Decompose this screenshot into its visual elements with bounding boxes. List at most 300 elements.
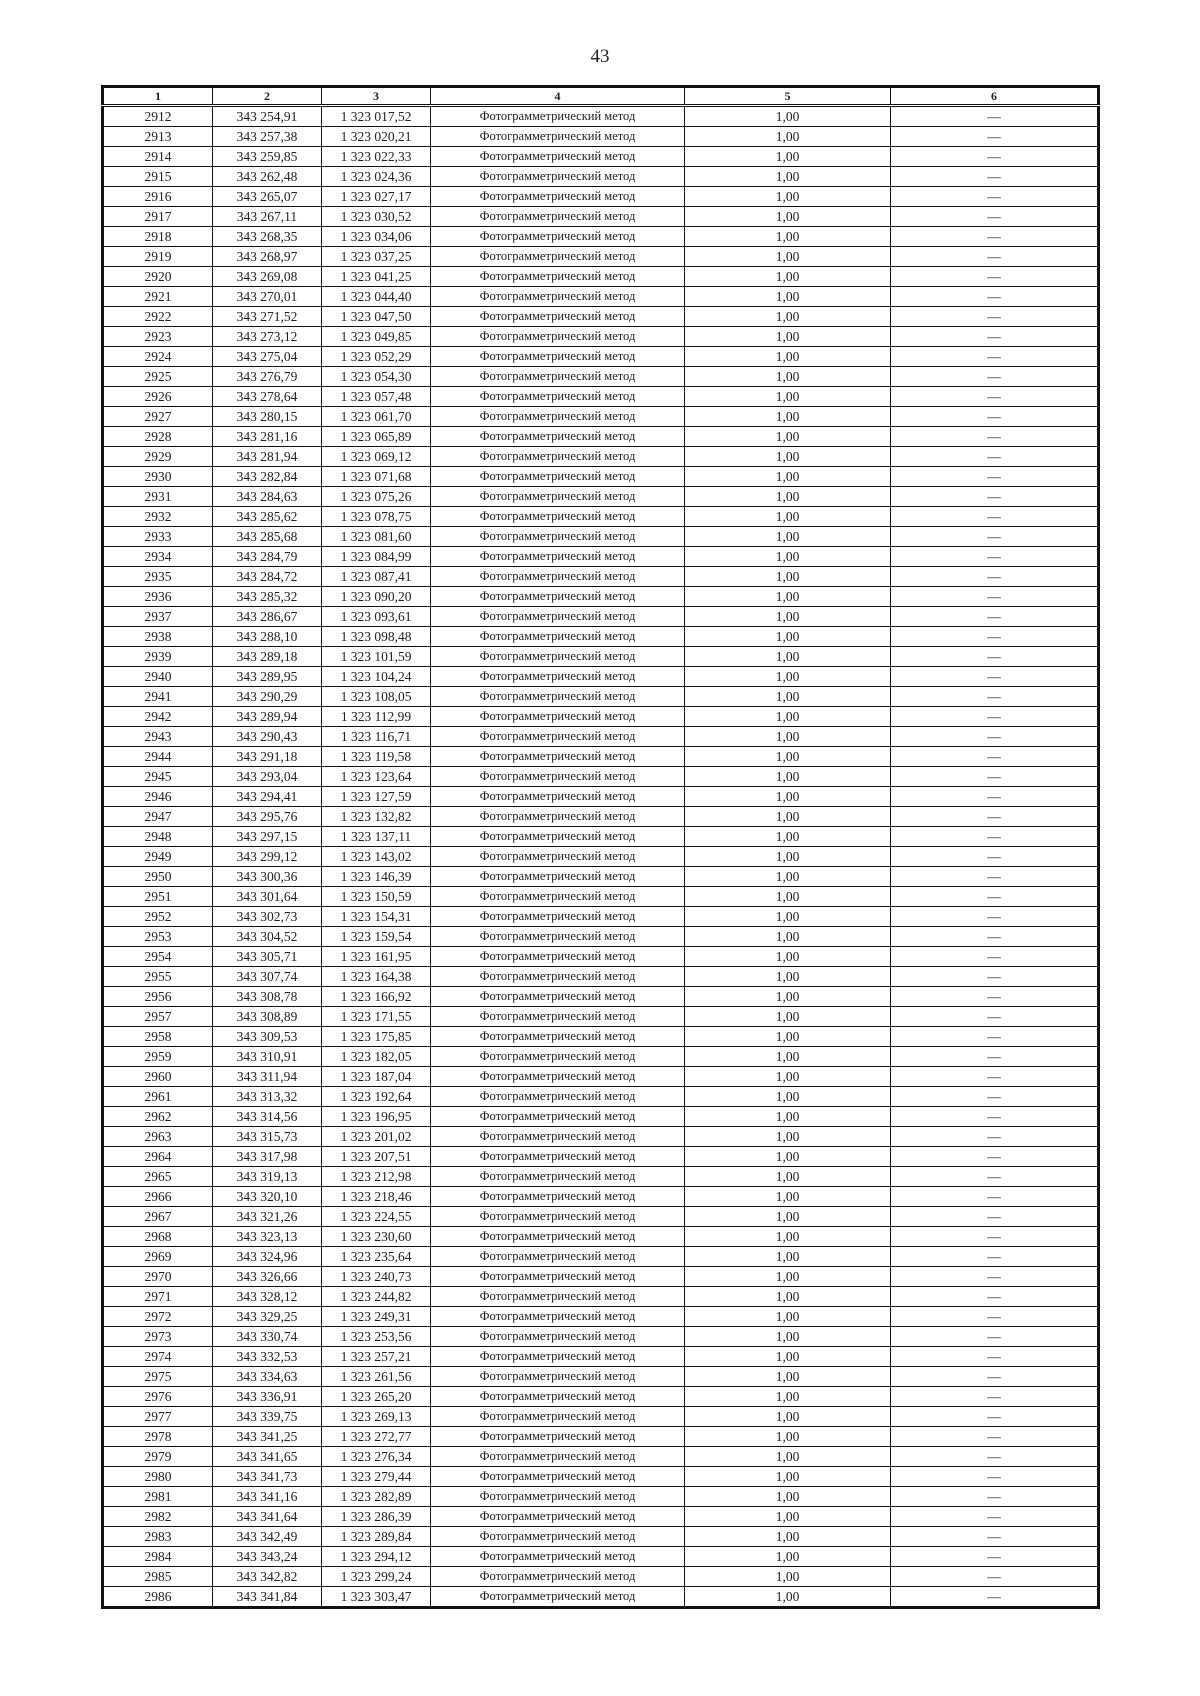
note-cell: —: [891, 1467, 1099, 1487]
x-coordinate-cell: 343 271,52: [213, 307, 322, 327]
y-coordinate-cell: 1 323 166,92: [322, 987, 431, 1007]
x-coordinate-cell: 343 275,04: [213, 347, 322, 367]
note-cell: —: [891, 1487, 1099, 1507]
x-coordinate-cell: 343 301,64: [213, 887, 322, 907]
table-row: [103, 1387, 1099, 1407]
point-number-cell: 2954: [103, 947, 213, 967]
table-row: [103, 1067, 1099, 1087]
accuracy-cell: 1,00: [685, 787, 891, 807]
y-coordinate-cell: 1 323 049,85: [322, 327, 431, 347]
y-coordinate-cell: 1 323 020,21: [322, 127, 431, 147]
accuracy-cell: 1,00: [685, 1087, 891, 1107]
y-coordinate-cell: 1 323 196,95: [322, 1107, 431, 1127]
method-cell: Фотограмметрический метод: [431, 587, 685, 607]
accuracy-cell: 1,00: [685, 1207, 891, 1227]
accuracy-cell: 1,00: [685, 1167, 891, 1187]
note-cell: —: [891, 1227, 1099, 1247]
accuracy-cell: 1,00: [685, 267, 891, 287]
table-row: [103, 387, 1099, 407]
method-cell: Фотограмметрический метод: [431, 307, 685, 327]
y-coordinate-cell: 1 323 101,59: [322, 647, 431, 667]
note-cell: —: [891, 947, 1099, 967]
point-number-cell: 2926: [103, 387, 213, 407]
table-row: [103, 267, 1099, 287]
y-coordinate-cell: 1 323 030,52: [322, 207, 431, 227]
note-cell: —: [891, 1147, 1099, 1167]
y-coordinate-cell: 1 323 017,52: [322, 106, 431, 127]
method-cell: Фотограмметрический метод: [431, 1567, 685, 1587]
x-coordinate-cell: 343 328,12: [213, 1287, 322, 1307]
note-cell: —: [891, 1567, 1099, 1587]
note-cell: —: [891, 1007, 1099, 1027]
point-number-cell: 2933: [103, 527, 213, 547]
column-header: 6: [891, 87, 1099, 106]
x-coordinate-cell: 343 270,01: [213, 287, 322, 307]
method-cell: Фотограмметрический метод: [431, 1367, 685, 1387]
point-number-cell: 2922: [103, 307, 213, 327]
method-cell: Фотограмметрический метод: [431, 1067, 685, 1087]
method-cell: Фотограмметрический метод: [431, 1107, 685, 1127]
x-coordinate-cell: 343 265,07: [213, 187, 322, 207]
note-cell: —: [891, 787, 1099, 807]
column-header: 4: [431, 87, 685, 106]
x-coordinate-cell: 343 324,96: [213, 1247, 322, 1267]
note-cell: —: [891, 1447, 1099, 1467]
accuracy-cell: 1,00: [685, 1587, 891, 1608]
point-number-cell: 2976: [103, 1387, 213, 1407]
table-row: [103, 767, 1099, 787]
note-cell: —: [891, 387, 1099, 407]
point-number-cell: 2921: [103, 287, 213, 307]
accuracy-cell: 1,00: [685, 967, 891, 987]
note-cell: —: [891, 267, 1099, 287]
y-coordinate-cell: 1 323 061,70: [322, 407, 431, 427]
method-cell: Фотограмметрический метод: [431, 1547, 685, 1567]
accuracy-cell: 1,00: [685, 847, 891, 867]
point-number-cell: 2917: [103, 207, 213, 227]
x-coordinate-cell: 343 285,32: [213, 587, 322, 607]
method-cell: Фотограмметрический метод: [431, 207, 685, 227]
method-cell: Фотограмметрический метод: [431, 347, 685, 367]
y-coordinate-cell: 1 323 276,34: [322, 1447, 431, 1467]
y-coordinate-cell: 1 323 052,29: [322, 347, 431, 367]
table-row: [103, 907, 1099, 927]
table-row: [103, 607, 1099, 627]
method-cell: Фотограмметрический метод: [431, 627, 685, 647]
accuracy-cell: 1,00: [685, 1527, 891, 1547]
accuracy-cell: 1,00: [685, 907, 891, 927]
table-row: [103, 547, 1099, 567]
note-cell: —: [891, 167, 1099, 187]
y-coordinate-cell: 1 323 286,39: [322, 1507, 431, 1527]
x-coordinate-cell: 343 317,98: [213, 1147, 322, 1167]
method-cell: Фотограмметрический метод: [431, 867, 685, 887]
point-number-cell: 2914: [103, 147, 213, 167]
accuracy-cell: 1,00: [685, 1327, 891, 1347]
note-cell: —: [891, 507, 1099, 527]
note-cell: —: [891, 1327, 1099, 1347]
method-cell: Фотограмметрический метод: [431, 1287, 685, 1307]
point-number-cell: 2980: [103, 1467, 213, 1487]
point-number-cell: 2942: [103, 707, 213, 727]
table-row: [103, 127, 1099, 147]
x-coordinate-cell: 343 289,95: [213, 667, 322, 687]
accuracy-cell: 1,00: [685, 187, 891, 207]
accuracy-cell: 1,00: [685, 647, 891, 667]
note-cell: —: [891, 1507, 1099, 1527]
x-coordinate-cell: 343 285,62: [213, 507, 322, 527]
x-coordinate-cell: 343 308,78: [213, 987, 322, 1007]
note-cell: —: [891, 807, 1099, 827]
note-cell: —: [891, 1307, 1099, 1327]
point-number-cell: 2935: [103, 567, 213, 587]
y-coordinate-cell: 1 323 187,04: [322, 1067, 431, 1087]
accuracy-cell: 1,00: [685, 1427, 891, 1447]
x-coordinate-cell: 343 293,04: [213, 767, 322, 787]
note-cell: —: [891, 1407, 1099, 1427]
point-number-cell: 2960: [103, 1067, 213, 1087]
y-coordinate-cell: 1 323 282,89: [322, 1487, 431, 1507]
accuracy-cell: 1,00: [685, 1567, 891, 1587]
y-coordinate-cell: 1 323 261,56: [322, 1367, 431, 1387]
point-number-cell: 2958: [103, 1027, 213, 1047]
accuracy-cell: 1,00: [685, 707, 891, 727]
x-coordinate-cell: 343 290,43: [213, 727, 322, 747]
table-row: [103, 1547, 1099, 1567]
x-coordinate-cell: 343 309,53: [213, 1027, 322, 1047]
y-coordinate-cell: 1 323 240,73: [322, 1267, 431, 1287]
note-cell: —: [891, 1287, 1099, 1307]
y-coordinate-cell: 1 323 161,95: [322, 947, 431, 967]
x-coordinate-cell: 343 288,10: [213, 627, 322, 647]
table-row: [103, 407, 1099, 427]
y-coordinate-cell: 1 323 084,99: [322, 547, 431, 567]
note-cell: —: [891, 227, 1099, 247]
method-cell: Фотограмметрический метод: [431, 1227, 685, 1247]
point-number-cell: 2979: [103, 1447, 213, 1467]
table-row: [103, 1027, 1099, 1047]
note-cell: —: [891, 1387, 1099, 1407]
x-coordinate-cell: 343 319,13: [213, 1167, 322, 1187]
accuracy-cell: 1,00: [685, 527, 891, 547]
point-number-cell: 2982: [103, 1507, 213, 1527]
note-cell: —: [891, 187, 1099, 207]
x-coordinate-cell: 343 297,15: [213, 827, 322, 847]
method-cell: Фотограмметрический метод: [431, 647, 685, 667]
accuracy-cell: 1,00: [685, 1387, 891, 1407]
point-number-cell: 2915: [103, 167, 213, 187]
x-coordinate-cell: 343 304,52: [213, 927, 322, 947]
table-row: [103, 307, 1099, 327]
table-row: [103, 1307, 1099, 1327]
table-row: [103, 1447, 1099, 1467]
accuracy-cell: 1,00: [685, 1447, 891, 1467]
method-cell: Фотограмметрический метод: [431, 1247, 685, 1267]
table-row: [103, 1167, 1099, 1187]
method-cell: Фотограмметрический метод: [431, 807, 685, 827]
note-cell: —: [891, 767, 1099, 787]
y-coordinate-cell: 1 323 244,82: [322, 1287, 431, 1307]
point-number-cell: 2956: [103, 987, 213, 1007]
point-number-cell: 2945: [103, 767, 213, 787]
y-coordinate-cell: 1 323 044,40: [322, 287, 431, 307]
x-coordinate-cell: 343 341,84: [213, 1587, 322, 1608]
method-cell: Фотограмметрический метод: [431, 267, 685, 287]
accuracy-cell: 1,00: [685, 1367, 891, 1387]
column-header: 2: [213, 87, 322, 106]
point-number-cell: 2941: [103, 687, 213, 707]
method-cell: Фотограмметрический метод: [431, 827, 685, 847]
y-coordinate-cell: 1 323 257,21: [322, 1347, 431, 1367]
y-coordinate-cell: 1 323 069,12: [322, 447, 431, 467]
point-number-cell: 2983: [103, 1527, 213, 1547]
table-row: [103, 347, 1099, 367]
method-cell: Фотограмметрический метод: [431, 1187, 685, 1207]
x-coordinate-cell: 343 269,08: [213, 267, 322, 287]
x-coordinate-cell: 343 276,79: [213, 367, 322, 387]
table-row: [103, 1127, 1099, 1147]
point-number-cell: 2940: [103, 667, 213, 687]
y-coordinate-cell: 1 323 034,06: [322, 227, 431, 247]
y-coordinate-cell: 1 323 279,44: [322, 1467, 431, 1487]
accuracy-cell: 1,00: [685, 287, 891, 307]
accuracy-cell: 1,00: [685, 106, 891, 127]
method-cell: Фотограмметрический метод: [431, 227, 685, 247]
point-number-cell: 2952: [103, 907, 213, 927]
point-number-cell: 2969: [103, 1247, 213, 1267]
accuracy-cell: 1,00: [685, 1227, 891, 1247]
x-coordinate-cell: 343 341,25: [213, 1427, 322, 1447]
x-coordinate-cell: 343 326,66: [213, 1267, 322, 1287]
point-number-cell: 2964: [103, 1147, 213, 1167]
x-coordinate-cell: 343 330,74: [213, 1327, 322, 1347]
accuracy-cell: 1,00: [685, 387, 891, 407]
x-coordinate-cell: 343 341,65: [213, 1447, 322, 1467]
x-coordinate-cell: 343 291,18: [213, 747, 322, 767]
point-number-cell: 2920: [103, 267, 213, 287]
method-cell: Фотограмметрический метод: [431, 1007, 685, 1027]
method-cell: Фотограмметрический метод: [431, 787, 685, 807]
accuracy-cell: 1,00: [685, 1147, 891, 1167]
note-cell: —: [891, 1047, 1099, 1067]
note-cell: —: [891, 1547, 1099, 1567]
method-cell: Фотограмметрический метод: [431, 1167, 685, 1187]
accuracy-cell: 1,00: [685, 1027, 891, 1047]
x-coordinate-cell: 343 329,25: [213, 1307, 322, 1327]
accuracy-cell: 1,00: [685, 367, 891, 387]
y-coordinate-cell: 1 323 207,51: [322, 1147, 431, 1167]
x-coordinate-cell: 343 278,64: [213, 387, 322, 407]
method-cell: Фотограмметрический метод: [431, 907, 685, 927]
table-row: [103, 1287, 1099, 1307]
table-row: [103, 667, 1099, 687]
point-number-cell: 2934: [103, 547, 213, 567]
method-cell: Фотограмметрический метод: [431, 247, 685, 267]
method-cell: Фотограмметрический метод: [431, 487, 685, 507]
method-cell: Фотограмметрический метод: [431, 1127, 685, 1147]
note-cell: —: [891, 647, 1099, 667]
x-coordinate-cell: 343 268,35: [213, 227, 322, 247]
x-coordinate-cell: 343 307,74: [213, 967, 322, 987]
accuracy-cell: 1,00: [685, 767, 891, 787]
table-row: [103, 467, 1099, 487]
table-row: [103, 687, 1099, 707]
note-cell: —: [891, 1427, 1099, 1447]
y-coordinate-cell: 1 323 123,64: [322, 767, 431, 787]
point-number-cell: 2973: [103, 1327, 213, 1347]
x-coordinate-cell: 343 339,75: [213, 1407, 322, 1427]
y-coordinate-cell: 1 323 024,36: [322, 167, 431, 187]
table-row: [103, 1427, 1099, 1447]
method-cell: Фотограмметрический метод: [431, 1447, 685, 1467]
note-cell: —: [891, 1267, 1099, 1287]
note-cell: —: [891, 447, 1099, 467]
table-row: [103, 867, 1099, 887]
accuracy-cell: 1,00: [685, 347, 891, 367]
table-row: [103, 987, 1099, 1007]
table-row: [103, 1507, 1099, 1527]
method-cell: Фотограмметрический метод: [431, 1487, 685, 1507]
accuracy-cell: 1,00: [685, 1307, 891, 1327]
x-coordinate-cell: 343 311,94: [213, 1067, 322, 1087]
point-number-cell: 2957: [103, 1007, 213, 1027]
method-cell: Фотограмметрический метод: [431, 967, 685, 987]
point-number-cell: 2913: [103, 127, 213, 147]
point-number-cell: 2923: [103, 327, 213, 347]
point-number-cell: 2985: [103, 1567, 213, 1587]
x-coordinate-cell: 343 305,71: [213, 947, 322, 967]
point-number-cell: 2943: [103, 727, 213, 747]
table-row: [103, 1487, 1099, 1507]
y-coordinate-cell: 1 323 047,50: [322, 307, 431, 327]
y-coordinate-cell: 1 323 146,39: [322, 867, 431, 887]
method-cell: Фотограмметрический метод: [431, 767, 685, 787]
point-number-cell: 2946: [103, 787, 213, 807]
note-cell: —: [891, 367, 1099, 387]
y-coordinate-cell: 1 323 137,11: [322, 827, 431, 847]
y-coordinate-cell: 1 323 041,25: [322, 267, 431, 287]
x-coordinate-cell: 343 268,97: [213, 247, 322, 267]
point-number-cell: 2912: [103, 106, 213, 127]
y-coordinate-cell: 1 323 037,25: [322, 247, 431, 267]
note-cell: —: [891, 747, 1099, 767]
x-coordinate-cell: 343 341,16: [213, 1487, 322, 1507]
accuracy-cell: 1,00: [685, 1187, 891, 1207]
table-body: [103, 106, 1099, 1608]
y-coordinate-cell: 1 323 112,99: [322, 707, 431, 727]
accuracy-cell: 1,00: [685, 227, 891, 247]
method-cell: Фотограмметрический метод: [431, 1307, 685, 1327]
y-coordinate-cell: 1 323 201,02: [322, 1127, 431, 1147]
table-row: [103, 187, 1099, 207]
point-number-cell: 2948: [103, 827, 213, 847]
table-row: [103, 647, 1099, 667]
accuracy-cell: 1,00: [685, 567, 891, 587]
column-header: 1: [103, 87, 213, 106]
accuracy-cell: 1,00: [685, 687, 891, 707]
y-coordinate-cell: 1 323 108,05: [322, 687, 431, 707]
method-cell: Фотограмметрический метод: [431, 147, 685, 167]
note-cell: —: [891, 967, 1099, 987]
accuracy-cell: 1,00: [685, 1487, 891, 1507]
x-coordinate-cell: 343 308,89: [213, 1007, 322, 1027]
point-number-cell: 2919: [103, 247, 213, 267]
point-number-cell: 2967: [103, 1207, 213, 1227]
point-number-cell: 2970: [103, 1267, 213, 1287]
table-row: [103, 827, 1099, 847]
accuracy-cell: 1,00: [685, 1247, 891, 1267]
point-number-cell: 2950: [103, 867, 213, 887]
y-coordinate-cell: 1 323 150,59: [322, 887, 431, 907]
note-cell: —: [891, 1207, 1099, 1227]
y-coordinate-cell: 1 323 192,64: [322, 1087, 431, 1107]
note-cell: —: [891, 327, 1099, 347]
method-cell: Фотограмметрический метод: [431, 667, 685, 687]
coordinates-table-container: [101, 85, 1097, 1609]
method-cell: Фотограмметрический метод: [431, 987, 685, 1007]
note-cell: —: [891, 106, 1099, 127]
point-number-cell: 2927: [103, 407, 213, 427]
accuracy-cell: 1,00: [685, 1547, 891, 1567]
point-number-cell: 2986: [103, 1587, 213, 1608]
y-coordinate-cell: 1 323 104,24: [322, 667, 431, 687]
y-coordinate-cell: 1 323 116,71: [322, 727, 431, 747]
table-row: [103, 747, 1099, 767]
note-cell: —: [891, 567, 1099, 587]
x-coordinate-cell: 343 267,11: [213, 207, 322, 227]
point-number-cell: 2953: [103, 927, 213, 947]
accuracy-cell: 1,00: [685, 1287, 891, 1307]
accuracy-cell: 1,00: [685, 927, 891, 947]
note-cell: —: [891, 607, 1099, 627]
point-number-cell: 2918: [103, 227, 213, 247]
y-coordinate-cell: 1 323 253,56: [322, 1327, 431, 1347]
table-row: [103, 447, 1099, 467]
table-row: [103, 727, 1099, 747]
method-cell: Фотограмметрический метод: [431, 1427, 685, 1447]
point-number-cell: 2965: [103, 1167, 213, 1187]
y-coordinate-cell: 1 323 081,60: [322, 527, 431, 547]
method-cell: Фотограмметрический метод: [431, 106, 685, 127]
note-cell: —: [891, 887, 1099, 907]
note-cell: —: [891, 147, 1099, 167]
table-row: [103, 327, 1099, 347]
table-row: [103, 707, 1099, 727]
page-number: 43: [590, 46, 610, 67]
y-coordinate-cell: 1 323 303,47: [322, 1587, 431, 1608]
x-coordinate-cell: 343 302,73: [213, 907, 322, 927]
accuracy-cell: 1,00: [685, 447, 891, 467]
table-row: [103, 147, 1099, 167]
table-row: [103, 1467, 1099, 1487]
y-coordinate-cell: 1 323 269,13: [322, 1407, 431, 1427]
x-coordinate-cell: 343 284,63: [213, 487, 322, 507]
y-coordinate-cell: 1 323 090,20: [322, 587, 431, 607]
x-coordinate-cell: 343 281,16: [213, 427, 322, 447]
method-cell: Фотограмметрический метод: [431, 1267, 685, 1287]
y-coordinate-cell: 1 323 022,33: [322, 147, 431, 167]
note-cell: —: [891, 527, 1099, 547]
table-row: [103, 1247, 1099, 1267]
note-cell: —: [891, 1107, 1099, 1127]
note-cell: —: [891, 307, 1099, 327]
note-cell: —: [891, 407, 1099, 427]
table-row: [103, 1007, 1099, 1027]
note-cell: —: [891, 687, 1099, 707]
point-number-cell: 2968: [103, 1227, 213, 1247]
method-cell: Фотограмметрический метод: [431, 927, 685, 947]
note-cell: —: [891, 547, 1099, 567]
